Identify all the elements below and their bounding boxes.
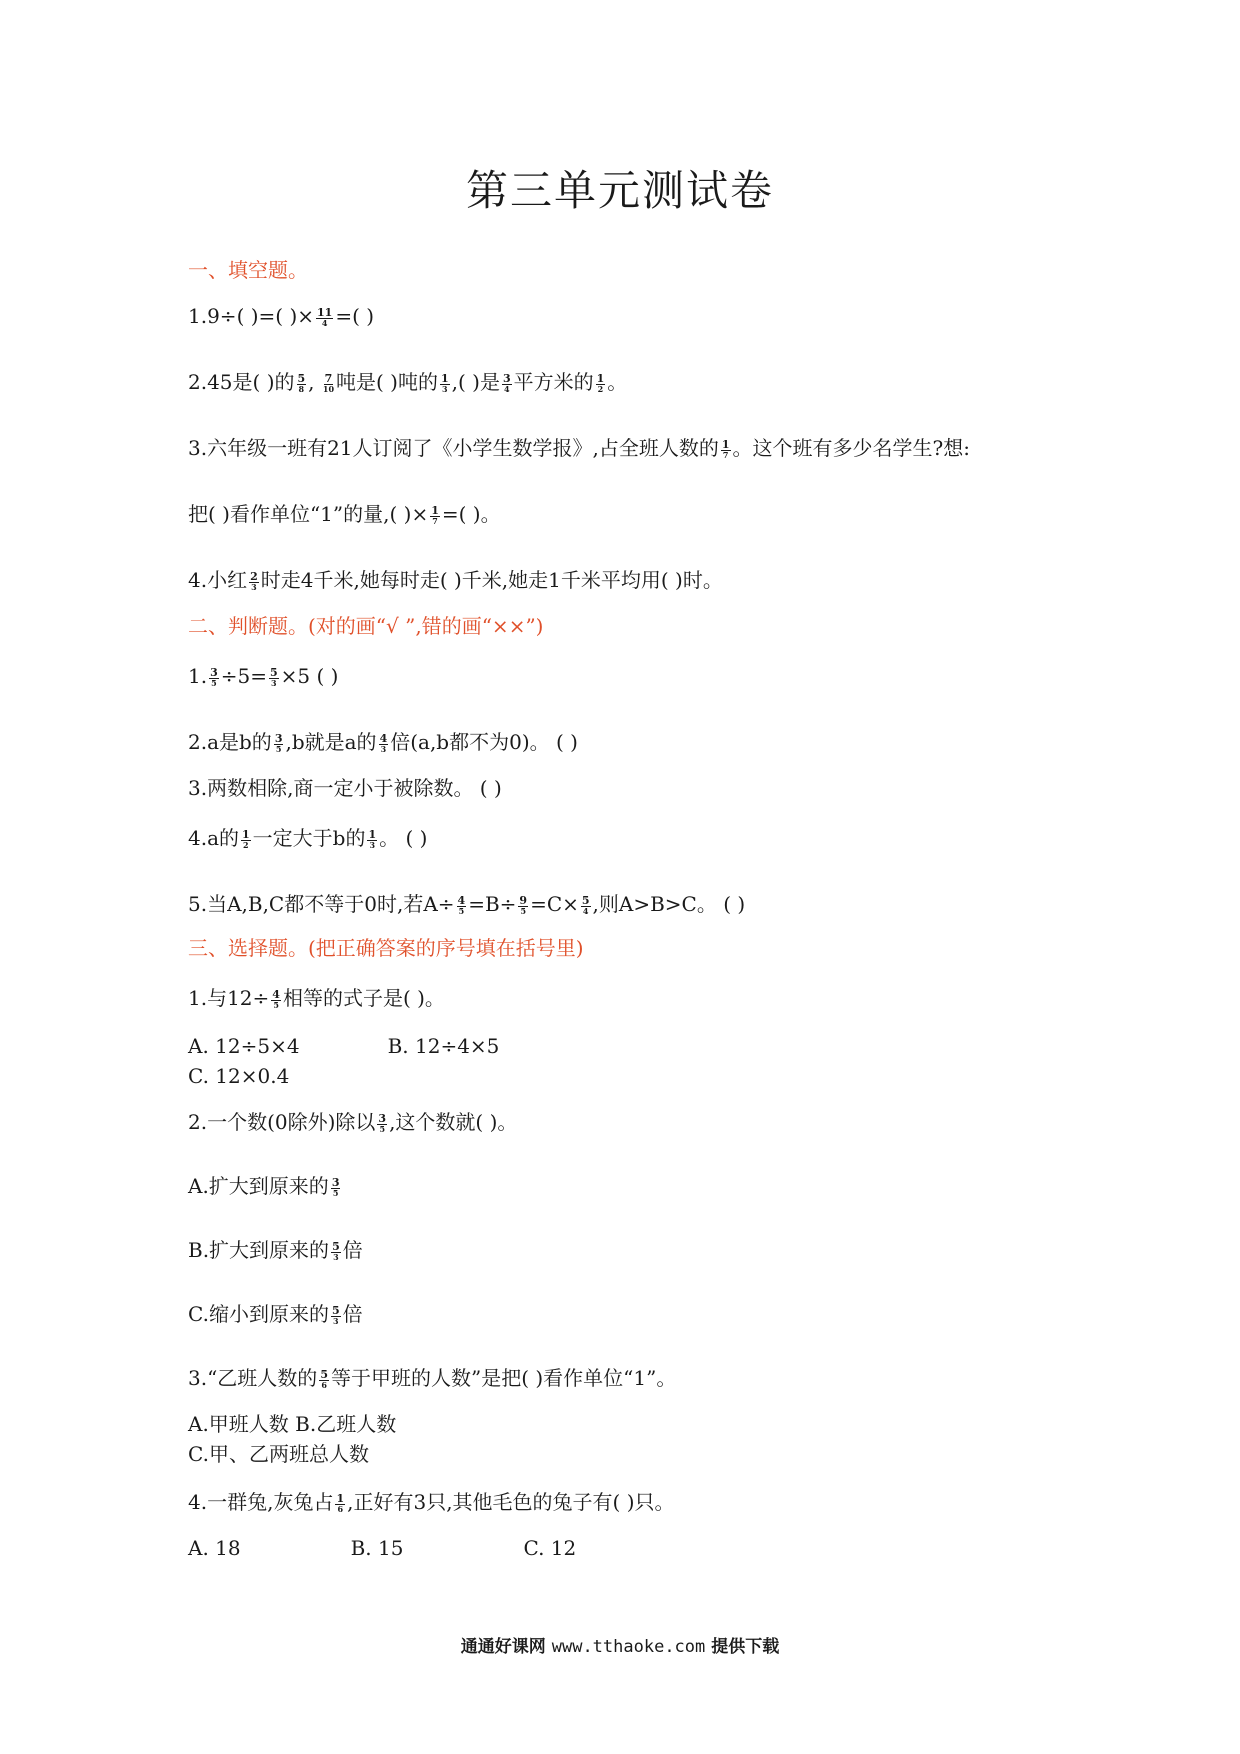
choice-q4: 4.一群兔,灰兔占 $\frac{1}{6}$ ,正好有3只,其他毛色的兔子有( )只。 [188,1490,675,1514]
fraction: $\frac{2}{3}$ [250,570,258,592]
fraction: $\frac{5}{6}$ [320,1368,328,1390]
page-title: 第三单元测试卷 [465,166,774,215]
judge-q5: 5.当A,B,C都不等于0时,若A÷ $\frac{4}{5}$ =B÷ $\frac{9}{5}$ =C× $\frac{5}{4}$ ,则A>B>C。 ( ) [188,892,746,916]
footer [0,1632,1240,1657]
fraction: $\frac{4}{3}$ [379,732,388,754]
fraction: $\frac{1}{2}$ [596,372,605,394]
choice-q2-option-b: B.扩大到原来的 $\frac{5}{3}$ 倍 [188,1238,363,1262]
fill-q4: 4.小红 $\frac{2}{3}$ 时走4千米,她每时走( )千米,她走1千米平均用( )时。 [188,568,723,592]
fraction: $\frac{3}{5}$ [274,732,283,754]
judge-q1: 1. $\frac{3}{5}$ ÷5= $\frac{5}{3}$ ×5 ( ) [188,664,339,688]
fraction: $\frac{5}{4}$ [581,894,590,916]
fraction: $\frac{1}{7}$ [721,438,730,460]
fraction: $\frac{3}{5}$ [378,1112,387,1134]
fraction: $\frac{4}{5}$ [272,988,280,1010]
option-b: B. 12÷4×5 [387,1034,500,1058]
fraction: $\frac{1}{3}$ [368,828,377,850]
fraction: $\frac{9}{5}$ [519,894,528,916]
fraction: $\frac{1}{7}$ [431,504,439,526]
fraction: $\frac{11}{4}$ [317,306,333,328]
fraction: $\frac{1}{2}$ [242,828,250,850]
fraction: $\frac{1}{6}$ [336,1492,345,1514]
fraction: $\frac{1}{3}$ [440,372,449,394]
choice-q3-options: A.甲班人数 B.乙班人数 [188,1412,397,1436]
option-b: B. 15 [350,1536,404,1560]
judge-q4: 4.a的 $\frac{1}{2}$ 一定大于b的 $\frac{1}{3}$ 。 ( ) [188,826,428,850]
fraction: $\frac{5}{3}$ [332,1240,340,1262]
fraction: $\frac{5}{3}$ [331,1304,340,1326]
judge-q2: 2.a是b的 $\frac{3}{5}$ ,b就是a的 $\frac{4}{3}$ 倍(a,b都不为0)。 ( ) [188,730,578,754]
fill-q2: 2.45是( )的 $\frac{5}{8}$ , $\frac{7}{10}$ 吨是( )吨的 $\frac{1}{3}$ ,( )是 $\frac{3}{4}$ 平方米的 $\frac{1}{2}$ 。 [188,370,628,394]
fraction: $\frac{5}{3}$ [270,666,278,688]
option-a: A. 18 [188,1536,241,1560]
choice-q2-option-c: C.缩小到原来的 $\frac{5}{3}$ 倍 [188,1302,363,1326]
section-choice-heading: 三、选择题。(把正确答案的序号填在括号里) [188,936,584,960]
section-fill-heading: 一、填空题。 [188,258,308,282]
option-a: A. 12÷5×4 [188,1034,300,1058]
footer-suffix: 提供下载 [711,1637,780,1657]
option-c: C. 12 [523,1536,577,1560]
fill-q1: 1.9÷( )=( )× $\frac{11}{4}$ =( ) [188,304,375,328]
fraction: $\frac{7}{10}$ [322,372,335,394]
choice-q1: 1.与12÷ $\frac{4}{5}$ 相等的式子是( )。 [188,986,445,1010]
fill-q3-hint: 把( )看作单位“1”的量,( )× $\frac{1}{7}$ =( )。 [188,502,501,526]
choice-q4-options [188,1534,576,1562]
judge-q3: 3.两数相除,商一定小于被除数。 ( ) [188,776,502,800]
fraction: $\frac{5}{8}$ [297,372,306,394]
choice-q3-option-c: C.甲、乙两班总人数 [188,1442,369,1466]
fraction: $\frac{3}{5}$ [331,1176,340,1198]
fraction: $\frac{4}{5}$ [457,894,466,916]
choice-q3: 3.“乙班人数的 $\frac{5}{6}$ 等于甲班的人数”是把( )看作单位“1”。 [188,1366,677,1390]
fill-q3: 3.六年级一班有21人订阅了《小学生数学报》,占全班人数的 $\frac{1}{7}$ 。这个班有多少名学生?想: [188,436,971,460]
footer-url[interactable]: www.tthaoke.com [551,1637,706,1657]
choice-q1-options [188,1032,499,1060]
fraction: $\frac{3}{5}$ [210,666,218,688]
choice-q1-option-c: C. 12×0.4 [188,1064,290,1088]
fraction: $\frac{3}{4}$ [502,372,511,394]
choice-q2: 2.一个数(0除外)除以 $\frac{3}{5}$ ,这个数就( )。 [188,1110,518,1134]
footer-site: 通通好课网 [460,1637,546,1657]
section-judge-heading: 二、判断题。(对的画“√ ”,错的画“××”) [188,614,544,638]
choice-q2-option-a: A.扩大到原来的 $\frac{3}{5}$ [188,1174,340,1198]
